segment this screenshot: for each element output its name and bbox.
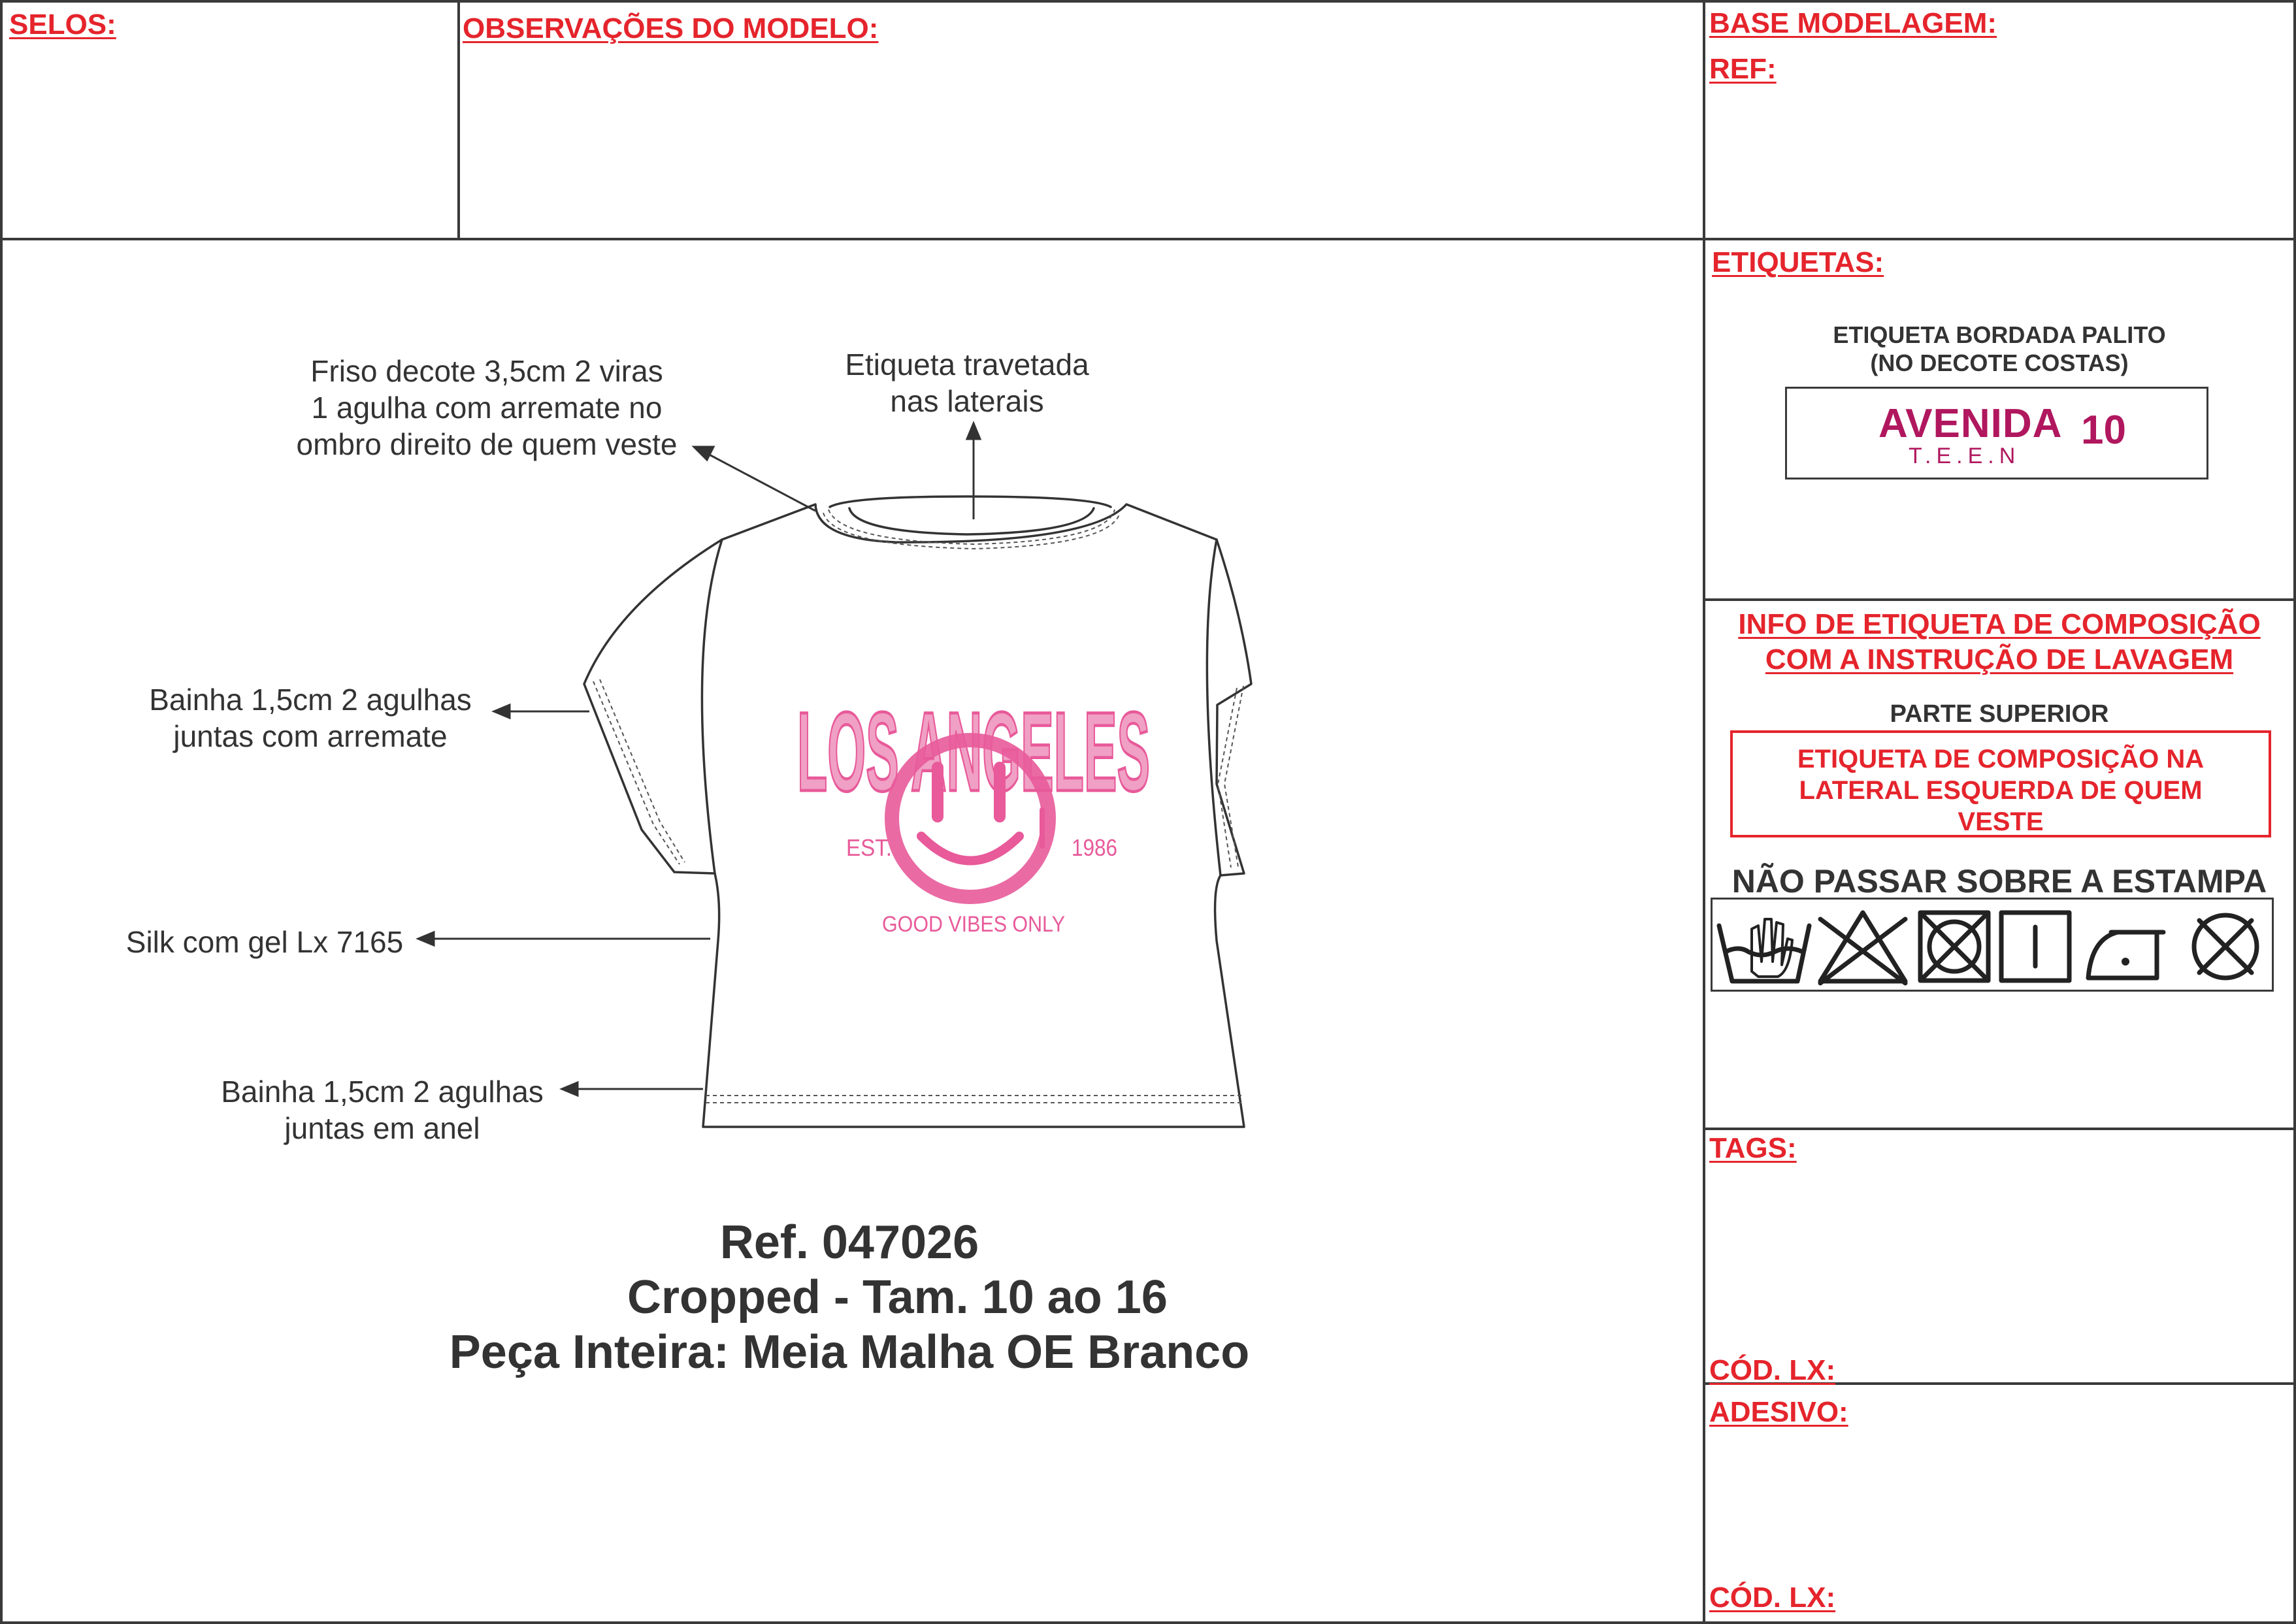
- brand-size: 10: [2081, 408, 2126, 453]
- callout-bainha-barra-line-1: Bainha 1,5cm 2 agulhas: [221, 1075, 544, 1109]
- print-est: EST.: [846, 834, 892, 861]
- composicao-box-line-1: ETIQUETA DE COMPOSIÇÃO NA: [1797, 745, 2205, 773]
- selos-label: SELOS:: [9, 8, 116, 41]
- adesivo-label: ADESIVO:: [1709, 1396, 1848, 1428]
- line-dry-icon: [2001, 913, 2069, 981]
- callout-silk: Silk com gel Lx 7165: [125, 925, 404, 959]
- print-tagline: GOOD VIBES ONLY: [882, 912, 1065, 937]
- tags-cell: [1703, 1128, 2296, 1385]
- callout-bainha-manga: [124, 681, 497, 755]
- etiqueta-desc-2: (NO DECOTE COSTAS): [1870, 349, 2129, 376]
- callout-friso-line-2: 1 agulha com arremate no: [311, 391, 663, 425]
- callout-friso-decote: [274, 353, 699, 463]
- product-model: Cropped - Tam. 10 ao 16: [627, 1271, 1168, 1324]
- ref-label: REF:: [1709, 53, 1777, 85]
- callout-bainha-barra: [189, 1073, 575, 1146]
- composicao-title-1: INFO DE ETIQUETA DE COMPOSIÇÃO: [1738, 608, 2261, 640]
- callout-friso-line-1: Friso decote 3,5cm 2 viras: [310, 354, 663, 388]
- care-symbols-box: [1711, 898, 2274, 992]
- etiquetas-label: ETIQUETAS:: [1712, 246, 1884, 278]
- callout-etiqueta-travetada: [810, 346, 1124, 419]
- print-headline: LOS ANGELES: [797, 689, 1150, 815]
- adesivo-cod-label: CÓD. LX:: [1709, 1582, 1836, 1614]
- callout-bainha-barra-line-2: juntas em anel: [284, 1111, 480, 1145]
- hand-wash-icon: [1719, 919, 1809, 981]
- base-modelagem-label: BASE MODELAGEM:: [1709, 7, 1997, 39]
- do-not-tumble-dry-icon: [1920, 913, 1988, 981]
- do-not-bleach-icon: [1820, 913, 1905, 983]
- callout-friso-line-3: ombro direito de quem veste: [296, 427, 678, 461]
- composicao-warning: NÃO PASSAR SOBRE A ESTAMPA: [1731, 863, 2267, 900]
- observacoes-label: OBSERVAÇÕES DO MODELO:: [463, 12, 879, 44]
- callout-etiqueta-line-2: nas laterais: [890, 384, 1044, 418]
- tags-cod-label: CÓD. LX:: [1709, 1354, 1836, 1386]
- brand-main: AVENIDA: [1878, 401, 2063, 446]
- do-not-dry-clean-icon: [2194, 915, 2257, 978]
- callout-bainha-manga-line-2: juntas com arremate: [173, 719, 448, 753]
- composicao-box-line-3: VESTE: [1958, 807, 2044, 836]
- iron-low-icon: [2088, 932, 2163, 978]
- brand-sub: T.E.E.N: [1909, 444, 2021, 468]
- product-ref: Ref. 047026: [719, 1216, 979, 1269]
- brand-label-box: [1785, 387, 2208, 479]
- print-year: 1986: [1072, 834, 1117, 861]
- tags-label: TAGS:: [1709, 1132, 1797, 1164]
- composicao-title-2: COM A INSTRUÇÃO DE LAVAGEM: [1765, 643, 2234, 675]
- composicao-red-box: [1730, 730, 2271, 837]
- product-fabric: Peça Inteira: Meia Malha OE Branco: [449, 1326, 1250, 1378]
- callout-bainha-manga-line-1: Bainha 1,5cm 2 agulhas: [149, 683, 472, 717]
- callout-etiqueta-line-1: Etiqueta travetada: [845, 348, 1089, 382]
- composicao-box-line-2: LATERAL ESQUERDA DE QUEM: [1799, 776, 2203, 805]
- etiqueta-desc-1: ETIQUETA BORDADA PALITO: [1833, 321, 2166, 348]
- composicao-part: PARTE SUPERIOR: [1890, 700, 2109, 728]
